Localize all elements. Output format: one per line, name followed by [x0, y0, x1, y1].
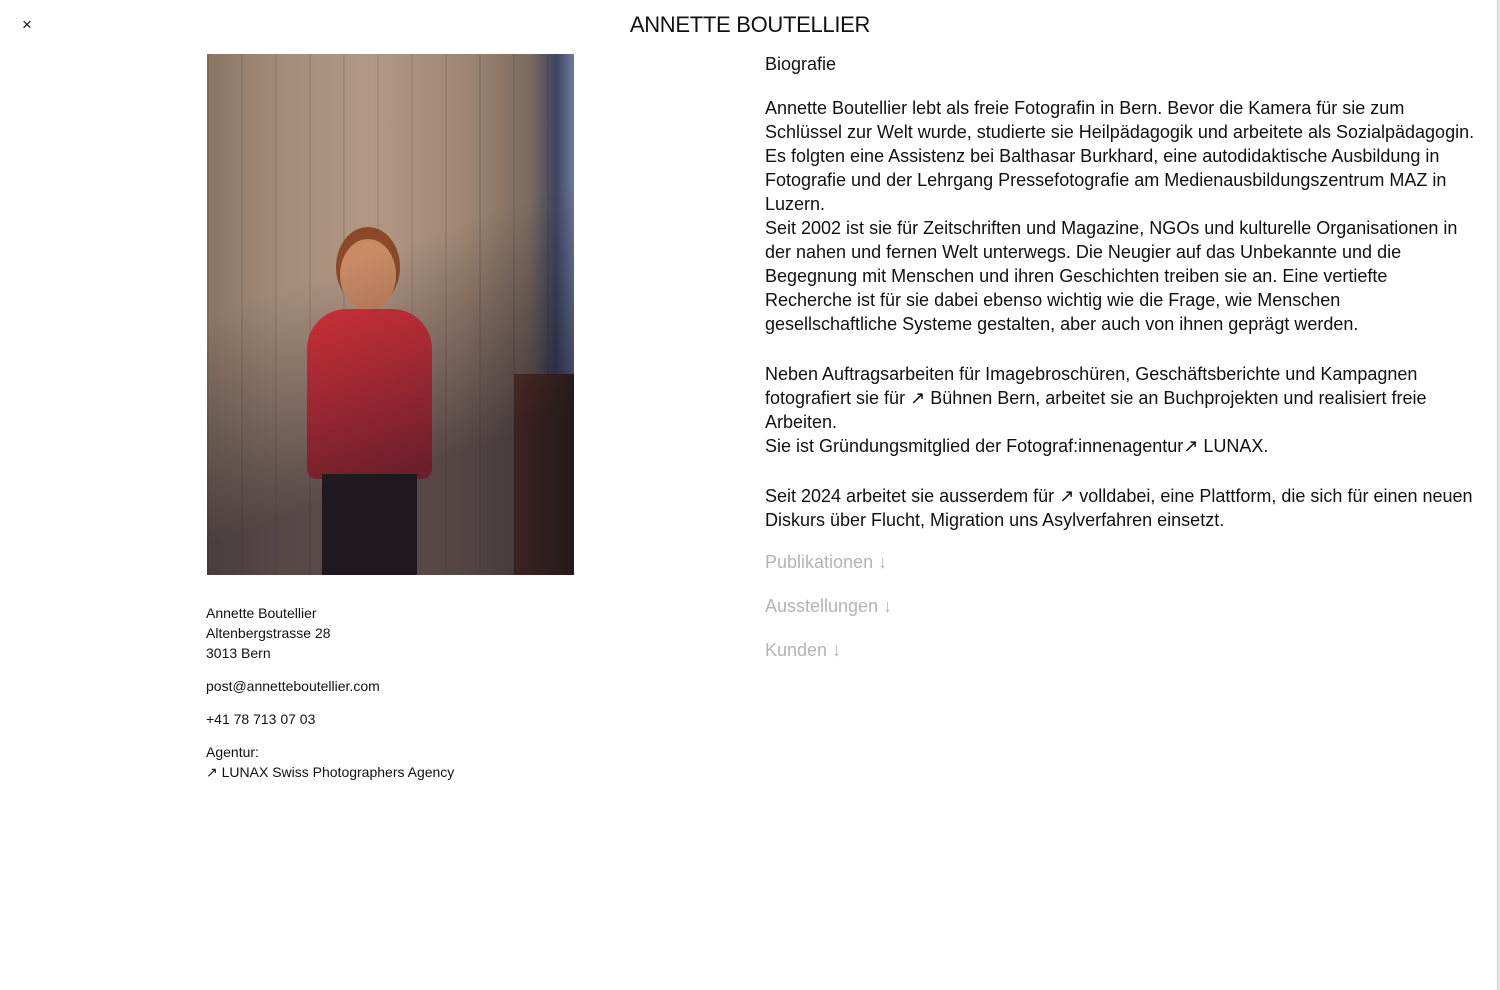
section-label: Ausstellungen	[765, 596, 879, 616]
bio-paragraph: Annette Boutellier lebt als freie Fotografin in Bern. Bevor die Kamera für sie zum Schlüssel zur Welt wurde, studierte sie Heilpädagogik und arbeitete als Sozialpädagogin. Es folgten eine Assistenz bei Balthasar Burkhard, eine autodidaktische Ausbildung in Fotografie und der Lehrgang Pressefotografie am Medienausbildungszentrum MAZ in Luzern.	[765, 98, 1475, 214]
buehnen-bern-link[interactable]	[910, 388, 1035, 408]
section-toggle-ausstellungen[interactable]	[765, 594, 1475, 618]
section-label: Publikationen	[765, 552, 874, 572]
bio-text: Neben Auftragsarbeiten für Imagebroschüren, Geschäftsberichte und Kampagnen fotografiert sie für	[765, 364, 1418, 408]
bio-paragraph: Seit 2002 ist sie für Zeitschriften und Magazine, NGOs und kulturelle Organisationen in der nahen und fernen Welt unterwegs. Die Neugier auf das Unbekannte und die Begegnung mit Menschen und ihren Geschichten treiben sie an. Eine vertiefte Recherche ist für sie dabei ebenso wichtig wie die Frage, wie Menschen gesellschaftliche Systeme gestalten, aber auch von ihnen geprägt werden.	[765, 218, 1458, 334]
link-label: volldabei	[1079, 486, 1151, 506]
bio-text: Seit 2024 arbeitet sie ausserdem für	[765, 486, 1055, 506]
bio-text: Sie ist Gründungsmitglied der Fotograf:innenagentur	[765, 436, 1184, 456]
arrow-down-icon: ↓	[883, 596, 893, 616]
contact-street: Altenbergstrasse 28	[206, 625, 331, 641]
agency-link[interactable]	[206, 764, 454, 780]
bio-text: .	[1263, 436, 1269, 456]
external-link-icon: ↗	[206, 764, 218, 780]
lunax-link[interactable]	[1183, 436, 1263, 456]
section-toggle-publikationen[interactable]	[765, 550, 1475, 574]
section-toggle-kunden[interactable]	[765, 638, 1475, 662]
biography	[765, 52, 1475, 682]
external-link-icon: ↗	[1183, 436, 1199, 456]
portrait-photo	[207, 54, 574, 575]
link-label: LUNAX	[1203, 436, 1264, 456]
phone: +41 78 713 07 03	[206, 711, 316, 727]
contact-city: 3013 Bern	[206, 645, 271, 661]
link-label: Bühnen Bern	[930, 388, 1036, 408]
page-title: ANNETTE BOUTELLIER	[629, 12, 871, 37]
contact-name: Annette Boutellier	[206, 605, 317, 621]
external-link-icon: ↗	[1059, 486, 1075, 506]
bio-heading: Biografie	[765, 54, 837, 74]
contact-info	[206, 603, 454, 795]
agency-label: Agentur:	[206, 744, 259, 760]
email-link[interactable]: post@annetteboutellier.com	[206, 678, 380, 694]
volldabei-link[interactable]	[1059, 486, 1150, 506]
close-button[interactable]: ×	[22, 15, 32, 34]
section-label: Kunden	[765, 640, 828, 660]
agency-link-label: LUNAX Swiss Photographers Agency	[221, 764, 455, 780]
external-link-icon: ↗	[910, 388, 926, 408]
bio-text: , arbeitet sie an Buchprojekten und realisiert freie Arbeiten.	[765, 388, 1427, 432]
arrow-down-icon: ↓	[832, 640, 842, 660]
arrow-down-icon: ↓	[878, 552, 888, 572]
bio-text: , eine Plattform, die sich für einen neuen Diskurs über Flucht, Migration uns Asylverfahren einsetzt.	[765, 486, 1473, 530]
